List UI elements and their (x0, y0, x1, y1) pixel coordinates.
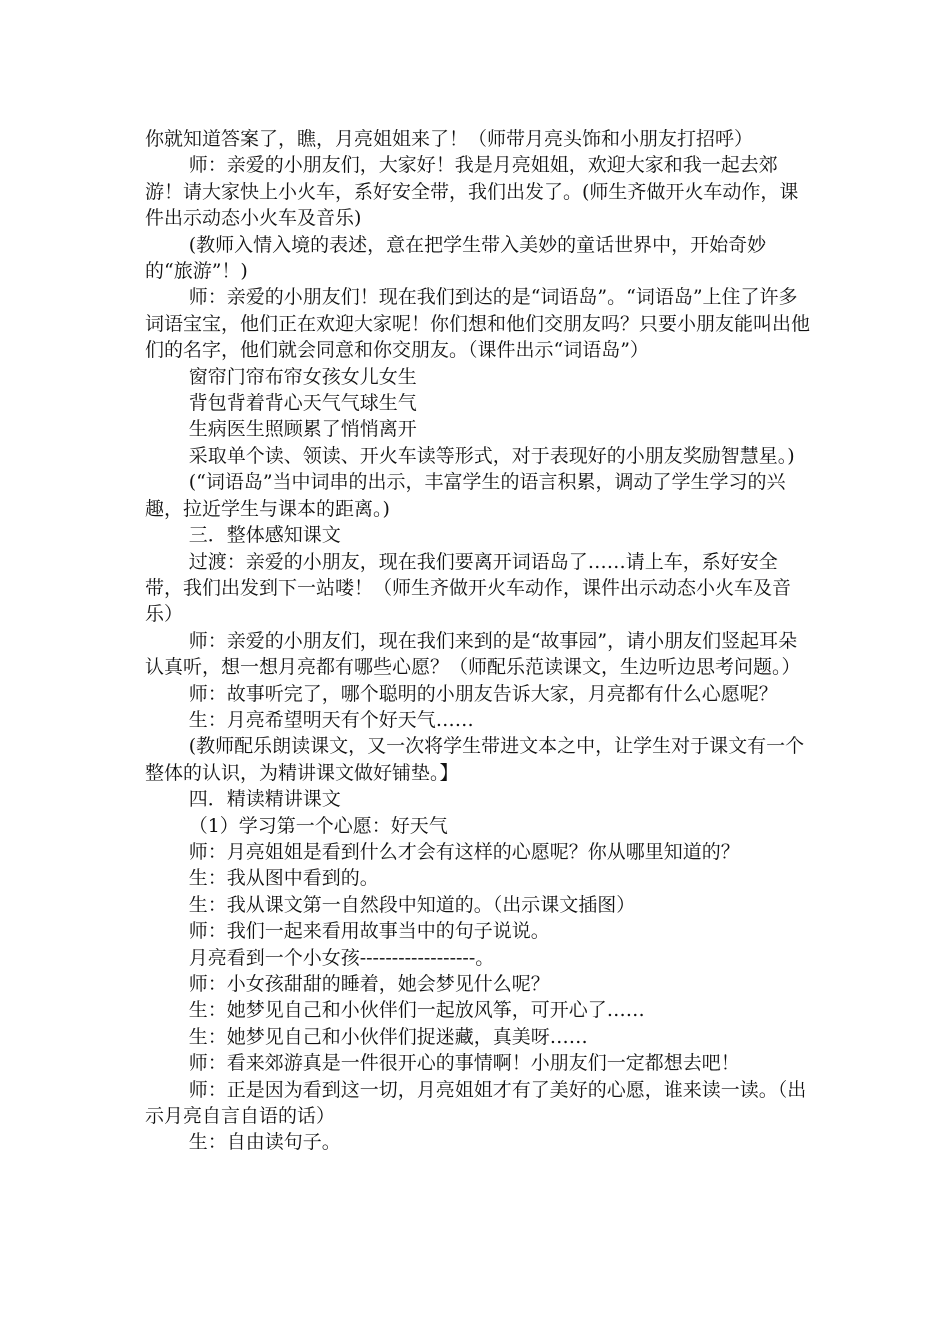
paragraph: 师：亲爱的小朋友们，大家好！我是月亮姐姐，欢迎大家和我一起去郊游！请大家快上小火车，系好安全带，我们出发了。(师生齐做开火车动作，课件出示动态小火车及音乐) (145, 154, 799, 230)
paragraph: 月亮看到一个小女孩------------------。 (188, 946, 495, 969)
paragraph: 生：自由读句子。 (188, 1131, 341, 1154)
paragraph: 背包背着背心天气气球生气 (188, 392, 417, 415)
paragraph: 窗帘门帘布帘女孩女儿女生 (188, 365, 417, 388)
paragraph: 生：我从课文第一自然段中知道的。（出示课文插图） (188, 893, 636, 916)
document-body (145, 126, 810, 1156)
paragraph: 生：她梦见自己和小伙伴们一起放风筝，可开心了…… (188, 999, 645, 1022)
paragraph: 四．精读精讲课文 (188, 788, 341, 811)
paragraph: （1）学习第一个心愿：好天气 (188, 814, 448, 837)
paragraph: 师：我们一起来看用故事当中的句子说说。 (188, 920, 550, 943)
paragraph: 生：月亮希望明天有个好天气…… (188, 708, 474, 731)
paragraph: 采取单个读、领读、开火车读等形式，对于表现好的小朋友奖励智慧星。) (188, 444, 795, 467)
paragraph: (教师配乐朗读课文，又一次将学生带进文本之中，让学生对于课文有一个整体的认识，为精讲课文做好铺垫。】 (145, 735, 805, 784)
paragraph: 三．整体感知课文 (188, 524, 341, 547)
paragraph: (教师入情入境的表述，意在把学生带入美妙的童话世界中，开始奇妙的“旅游”！) (145, 233, 767, 283)
paragraph: 生：她梦见自己和小伙伴们捉迷藏，真美呀…… (188, 1025, 588, 1048)
paragraph: 你就知道答案了，瞧，月亮姐姐来了！（师带月亮头饰和小朋友打招呼） (145, 128, 754, 150)
paragraph: 师：亲爱的小朋友们！现在我们到达的是“词语岛”。“词语岛”上住了许多词语宝宝，他们正在欢迎大家呢！你们想和他们交朋友吗？只要小朋友能叫出他们的名字，他们就会同意和你交朋友。（课件出示“词语岛”） (145, 286, 811, 362)
paragraph: 过渡：亲爱的小朋友，现在我们要离开词语岛了……请上车，系好安全带，我们出发到下一站喽！（师生齐做开火车动作，课件出示动态小火车及音乐） (145, 550, 792, 626)
paragraph: 师：看来郊游真是一件很开心的事情啊！小朋友们一定都想去吧！ (188, 1052, 740, 1075)
paragraph: 师：小女孩甜甜的睡着，她会梦见什么呢？ (188, 973, 550, 995)
paragraph: 生：我从图中看到的。 (188, 867, 379, 890)
paragraph: 师：故事听完了，哪个聪明的小朋友告诉大家，月亮都有什么心愿呢？ (188, 682, 778, 705)
paragraph: 生病医生照顾累了悄悄离开 (188, 418, 417, 441)
paragraph: 师：月亮姐姐是看到什么才会有这样的心愿呢？你从哪里知道的？ (188, 840, 740, 863)
paragraph: 师：正是因为看到这一切，月亮姐姐才有了美好的心愿，谁来读一读。（出示月亮自言自语的话） (145, 1078, 807, 1128)
paragraph: (“词语岛”当中词串的出示，丰富学生的语言积累，调动了学生学习的兴趣，拉近学生与课本的距离。) (145, 471, 786, 520)
paragraph: 师：亲爱的小朋友们，现在我们来到的是“故事园”，请小朋友们竖起耳朵认真听，想一想月亮都有哪些心愿？（师配乐范读课文，生边听边思考问题。） (145, 629, 801, 679)
